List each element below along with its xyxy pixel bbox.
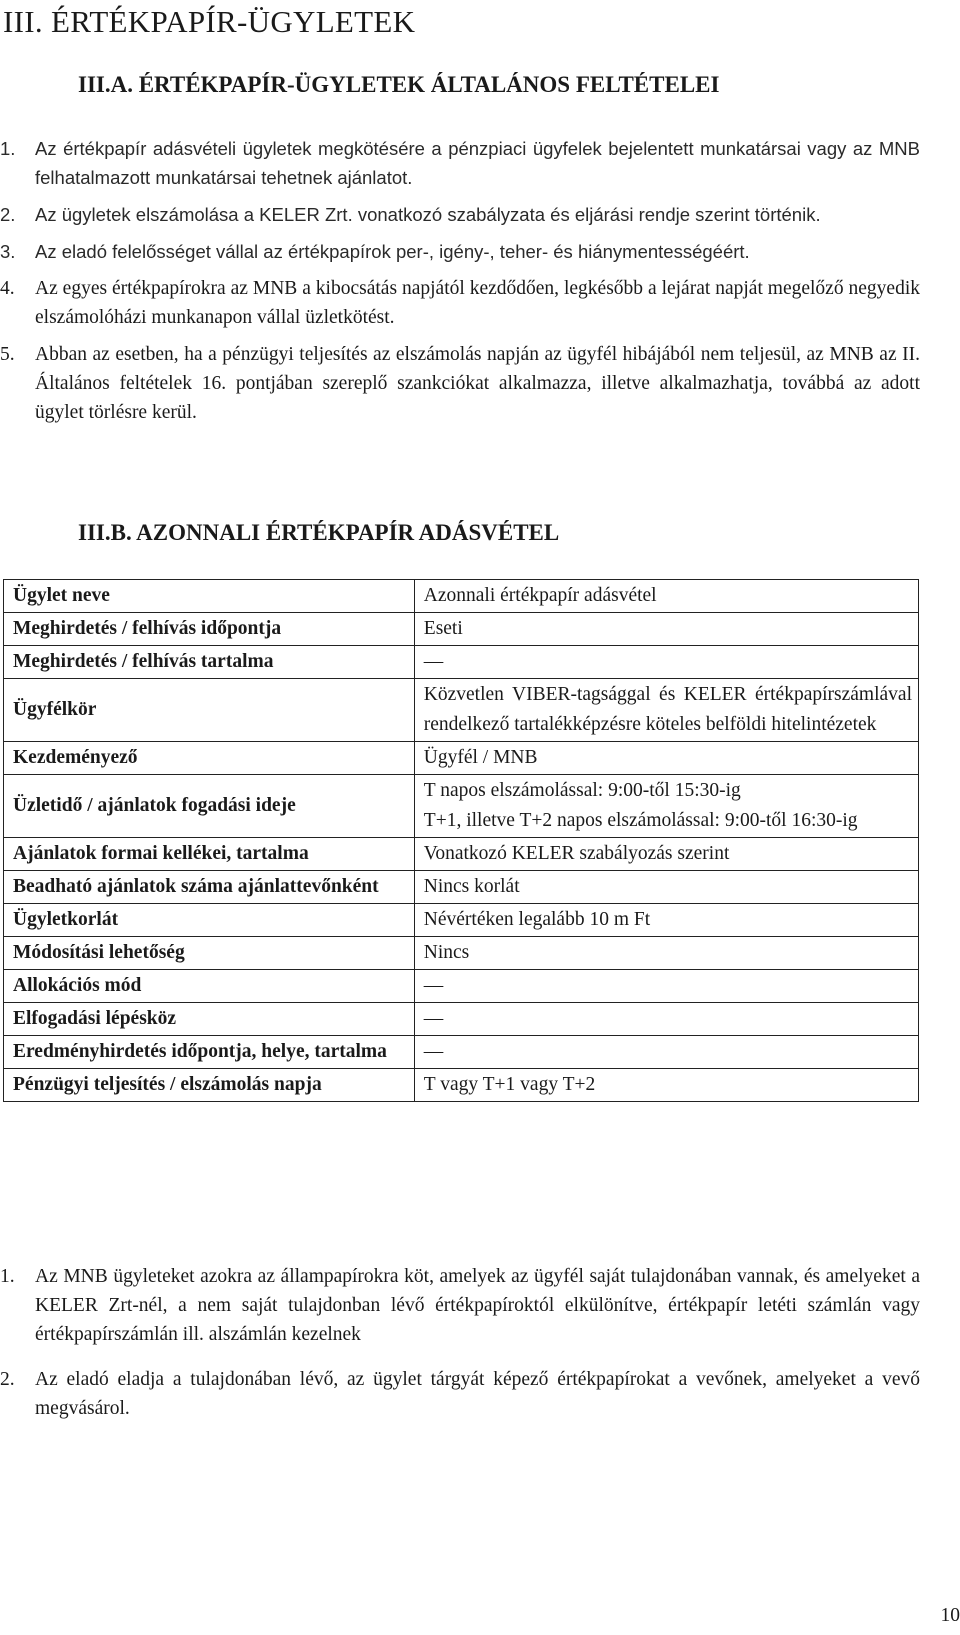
- table-row: [4, 1069, 919, 1102]
- row-value: Névértéken legalább 10 m Ft: [414, 904, 918, 937]
- row-key: Beadható ajánlatok száma ajánlattevőnként: [4, 871, 415, 904]
- row-value: —: [414, 970, 918, 1003]
- table-row: [4, 613, 919, 646]
- row-value-line: T napos elszámolással: 9:00-től 15:30-ig: [423, 780, 741, 801]
- section-a-list: [0, 134, 920, 435]
- list-item-number: 5.: [0, 344, 15, 365]
- transaction-properties-table: [3, 579, 919, 1102]
- table-row: [4, 838, 919, 871]
- list-item-number: 3.: [0, 241, 16, 262]
- table-row: [4, 646, 919, 679]
- table-row: [4, 1003, 919, 1036]
- list-item: [0, 340, 920, 427]
- row-value: Nincs: [414, 937, 918, 970]
- row-value: —: [414, 1003, 918, 1036]
- list-item-number: 1.: [0, 138, 16, 159]
- row-value: Nincs korlát: [414, 871, 918, 904]
- list-item: [0, 237, 920, 266]
- list-item-number: 4.: [0, 278, 15, 299]
- list-item: [0, 1262, 920, 1349]
- row-key: Ügyfélkör: [4, 679, 415, 742]
- row-key: Módosítási lehetőség: [4, 937, 415, 970]
- page-title: III. ÉRTÉKPAPÍR-ÜGYLETEK: [3, 4, 416, 39]
- table-row: [4, 937, 919, 970]
- row-value: —: [414, 1036, 918, 1069]
- list-item: [0, 274, 920, 332]
- list-item-number: 1.: [0, 1266, 15, 1287]
- list-item: [0, 200, 920, 229]
- table-row: [4, 775, 919, 838]
- row-key: Üzletidő / ajánlatok fogadási ideje: [4, 775, 415, 838]
- row-value: Azonnali értékpapír adásvétel: [414, 580, 918, 613]
- row-key: Allokációs mód: [4, 970, 415, 1003]
- page-number: 10: [940, 1605, 960, 1626]
- list-item-text: Az MNB ügyleteket azokra az állampapírokra köt, amelyek az ügyfél saját tulajdonában vannak, és amelyeket a KELER Zrt-nél, a nem saját tulajdonban lévő értékpapíroktól elkülönítve, értékpapír letéti számlán vagy értékpapírszámlán ill. alszámlán kezelnek: [35, 1266, 920, 1345]
- list-item-text: Az eladó felelősséget vállal az értékpapírok per-, igény-, teher- és hiánymentességéért.: [35, 241, 750, 262]
- table-row: [4, 580, 919, 613]
- row-value-line: T+1, illetve T+2 napos elszámolással: 9:00-től 16:30-ig: [423, 810, 858, 831]
- row-key: Pénzügyi teljesítés / elszámolás napja: [4, 1069, 415, 1102]
- list-item: [0, 134, 920, 192]
- row-value: Vonatkozó KELER szabályozás szerint: [414, 838, 918, 871]
- list-item-text: Az értékpapír adásvételi ügyletek megkötésére a pénzpiaci ügyfelek bejelentett munkatársai vagy az MNB felhatalmazott munkatársai tehetnek ajánlatot.: [35, 138, 920, 188]
- row-key: Meghirdetés / felhívás tartalma: [4, 646, 415, 679]
- row-key: Elfogadási lépésköz: [4, 1003, 415, 1036]
- list-item-number: 2.: [0, 204, 16, 225]
- table-row: [4, 871, 919, 904]
- list-item-text: Abban az esetben, ha a pénzügyi teljesítés az elszámolás napján az ügyfél hibájából nem teljesül, az MNB az II. Általános feltételek 16. pontjában szereplő szankciókat alkalmazza, illetve alkalmazhatja, továbbá az adott ügylet törlésre kerül.: [35, 344, 920, 423]
- row-value: T vagy T+1 vagy T+2: [414, 1069, 918, 1102]
- list-item-number: 2.: [0, 1369, 15, 1390]
- table-row: [4, 1036, 919, 1069]
- list-item-text: Az ügyletek elszámolása a KELER Zrt. vonatkozó szabályzata és eljárási rendje szerint történik.: [35, 204, 821, 225]
- row-key: Kezdeményező: [4, 742, 415, 775]
- row-value: Ügyfél / MNB: [414, 742, 918, 775]
- list-item-text: Az eladó eladja a tulajdonában lévő, az ügylet tárgyát képező értékpapírokat a vevőnek, amelyeket a vevő megvásárol.: [35, 1369, 920, 1419]
- list-item-text: Az egyes értékpapírokra az MNB a kibocsátás napjától kezdődően, legkésőbb a lejárat napját megelőző negyedik elszámolóházi munkanapon vállal üzletkötést.: [35, 278, 920, 328]
- row-key: Ügyletkorlát: [4, 904, 415, 937]
- row-value: Eseti: [414, 613, 918, 646]
- row-key: Ajánlatok formai kellékei, tartalma: [4, 838, 415, 871]
- row-value: Közvetlen VIBER-tagsággal és KELER értékpapírszámlával rendelkező tartalékképzésre köteles belföldi hitelintézetek: [414, 679, 918, 742]
- section-b-notes: [0, 1262, 920, 1423]
- table-row: [4, 970, 919, 1003]
- list-item: [0, 1365, 920, 1423]
- table-row: [4, 679, 919, 742]
- table-row: [4, 742, 919, 775]
- row-value: [414, 775, 918, 838]
- row-key: Eredményhirdetés időpontja, helye, tartalma: [4, 1036, 415, 1069]
- table-row: [4, 904, 919, 937]
- section-b-heading: III.B. AZONNALI ÉRTÉKPAPÍR ADÁSVÉTEL: [78, 520, 560, 545]
- row-key: Meghirdetés / felhívás időpontja: [4, 613, 415, 646]
- row-key: Ügylet neve: [4, 580, 415, 613]
- section-a-heading: III.A. ÉRTÉKPAPÍR-ÜGYLETEK ÁLTALÁNOS FELTÉTELEI: [78, 72, 720, 97]
- row-value: —: [414, 646, 918, 679]
